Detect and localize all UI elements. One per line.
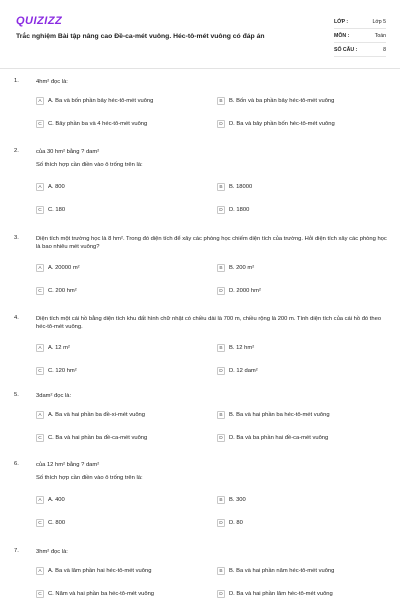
option-text: C. 800	[48, 520, 66, 526]
answer-option-b[interactable]	[217, 96, 334, 106]
answer-option-c[interactable]	[36, 366, 77, 376]
option-key-box: A	[36, 344, 44, 352]
question-text: 3dam² đọc là:	[36, 393, 72, 399]
meta-count	[334, 43, 386, 57]
option-text: C. 120 hm²	[48, 368, 77, 374]
question-text: 3hm² đọc là:	[36, 549, 68, 555]
answer-option-c[interactable]	[36, 433, 147, 443]
question-text: của 30 hm² bằng ? dam²	[36, 149, 100, 155]
answer-option-c[interactable]	[36, 286, 77, 296]
answer-option-c[interactable]	[36, 518, 65, 528]
option-key-box: A	[36, 183, 44, 191]
count-value: 8	[383, 46, 386, 53]
option-key-box: C	[36, 367, 44, 375]
option-key-box: D	[217, 287, 225, 295]
option-text: B. 18000	[229, 184, 253, 190]
question-text: Diện tích một trường học là 8 hm². Trong đó diện tích để xây các phòng học chiếm diện tích của trường. Hỏi diện tích xây các phòng học là bao nhiêu mét vuông?	[36, 236, 387, 250]
option-text: A. 12 m²	[48, 345, 70, 351]
answer-option-c[interactable]	[36, 589, 154, 599]
option-key-box: D	[217, 434, 225, 442]
answer-option-d[interactable]	[217, 205, 249, 215]
answer-option-d[interactable]	[217, 589, 333, 599]
option-text: C. 180	[48, 207, 66, 213]
header-divider	[0, 68, 400, 69]
subject-value: Toán	[374, 32, 386, 39]
option-key-box: B	[217, 567, 225, 575]
option-key-box: B	[217, 264, 225, 272]
answer-option-b[interactable]	[217, 410, 330, 420]
option-key-box: C	[36, 206, 44, 214]
option-key-box: B	[217, 496, 225, 504]
answer-option-b[interactable]	[217, 263, 254, 273]
option-text: D. 80	[229, 520, 243, 526]
option-text: D. 1800	[229, 207, 250, 213]
option-text: B. Bốn và ba phần bảy héc-tô-mét vuông	[229, 98, 335, 104]
answer-option-c[interactable]	[36, 119, 147, 129]
option-text: A. Ba và hai phần ba đề-xi-mét vuông	[48, 412, 145, 418]
option-text: C. Năm và hai phần ba héc-tô-mét vuông	[48, 591, 155, 597]
option-key-box: C	[36, 434, 44, 442]
answer-option-c[interactable]	[36, 205, 65, 215]
meta-subject	[334, 29, 386, 43]
option-text: B. 300	[229, 497, 246, 503]
option-text: D. Ba và hai phần lâm héc-tô-mét vuông	[229, 591, 333, 597]
option-key-box: D	[217, 590, 225, 598]
option-text: C. Ba và hai phần ba đề-ca-mét vuông	[48, 435, 148, 441]
count-label: SỐ CÂU :	[334, 46, 358, 53]
quizizz-logo: QUIZIZZ	[16, 15, 63, 27]
grade-label: LỚP :	[334, 18, 349, 25]
option-key-box: B	[217, 97, 225, 105]
option-key-box: B	[217, 344, 225, 352]
option-key-box: B	[217, 183, 225, 191]
option-text: A. 800	[48, 184, 65, 190]
option-key-box: D	[217, 519, 225, 527]
answer-option-b[interactable]	[217, 495, 246, 505]
answer-option-a[interactable]	[36, 96, 153, 106]
worksheet-header	[0, 0, 400, 62]
question-number: 6.	[14, 461, 19, 467]
option-text: B. Ba và hai phần năm héc-tô-mét vuông	[229, 568, 335, 574]
question-number: 4.	[14, 315, 19, 321]
option-key-box: C	[36, 519, 44, 527]
option-text: B. Ba và hai phần ba héc-tô-mét vuông	[229, 412, 330, 418]
option-text: B. 12 hm²	[229, 345, 255, 351]
grade-value: Lớp 5	[372, 18, 386, 25]
option-text: C. Bảy phần ba và 4 héc-tô-mét vuông	[48, 121, 148, 127]
option-key-box: A	[36, 97, 44, 105]
option-text: D. 2000 hm²	[229, 288, 261, 294]
option-text: B. 200 m²	[229, 265, 255, 271]
option-key-box: D	[217, 120, 225, 128]
question-instruction: Số thích hợp cần điền vào ô trống trên là:	[36, 475, 143, 481]
answer-option-a[interactable]	[36, 410, 145, 420]
question-number: 5.	[14, 392, 19, 398]
option-key-box: A	[36, 264, 44, 272]
option-text: A. 20000 m²	[48, 265, 80, 271]
option-key-box: C	[36, 120, 44, 128]
option-key-box: D	[217, 367, 225, 375]
answer-option-d[interactable]	[217, 433, 328, 443]
question-text: Diện tích một cái hồ bằng diện tích khu đất hình chữ nhật có chiều dài là 700 m, chiều rộng là 200 m. Tính diện tích của cái hồ đó theo héc-tô-mét vuông.	[36, 316, 382, 330]
answer-option-b[interactable]	[217, 566, 334, 576]
option-key-box: A	[36, 496, 44, 504]
answer-option-a[interactable]	[36, 495, 65, 505]
question-text: 4hm² đọc là:	[36, 79, 68, 85]
option-text: D. Ba và bảy phần bốn héc-tô-mét vuông	[229, 121, 335, 127]
question-number: 2.	[14, 148, 19, 154]
answer-option-d[interactable]	[217, 518, 243, 528]
answer-option-a[interactable]	[36, 343, 70, 353]
answer-option-a[interactable]	[36, 566, 151, 576]
subject-label: MÔN :	[334, 32, 350, 39]
question-number: 7.	[14, 548, 19, 554]
option-text: A. Ba và lâm phần hai héc-tô-mét vuông	[48, 568, 152, 574]
answer-option-b[interactable]	[217, 182, 252, 192]
meta-panel	[334, 15, 386, 57]
option-text: D. Ba và ba phần hai đề-ca-mét vuông	[229, 435, 329, 441]
option-text: C. 200 hm²	[48, 288, 77, 294]
option-key-box: D	[217, 206, 225, 214]
answer-option-d[interactable]	[217, 119, 335, 129]
question-text: của 12 hm² bằng ? dam²	[36, 462, 100, 468]
answer-option-d[interactable]	[217, 286, 261, 296]
question-number: 3.	[14, 235, 19, 241]
option-key-box: A	[36, 411, 44, 419]
answer-option-a[interactable]	[36, 182, 65, 192]
answer-option-b[interactable]	[217, 343, 254, 353]
answer-option-a[interactable]	[36, 263, 80, 273]
option-text: A. Ba và bốn phần bảy héc-tô-mét vuông	[48, 98, 154, 104]
option-text: D. 12 dam²	[229, 368, 258, 374]
question-number: 1.	[14, 78, 19, 84]
question-instruction: Số thích hợp cần điền vào ô trống trên là:	[36, 162, 143, 168]
meta-grade	[334, 15, 386, 29]
page-title: Trắc nghiệm Bài tập nâng cao Đề-ca-mét vuông. Héc-tô-mét vuông có đáp án	[16, 33, 265, 40]
option-key-box: C	[36, 287, 44, 295]
option-key-box: C	[36, 590, 44, 598]
option-key-box: A	[36, 567, 44, 575]
answer-option-d[interactable]	[217, 366, 258, 376]
option-key-box: B	[217, 411, 225, 419]
option-text: A. 400	[48, 497, 65, 503]
